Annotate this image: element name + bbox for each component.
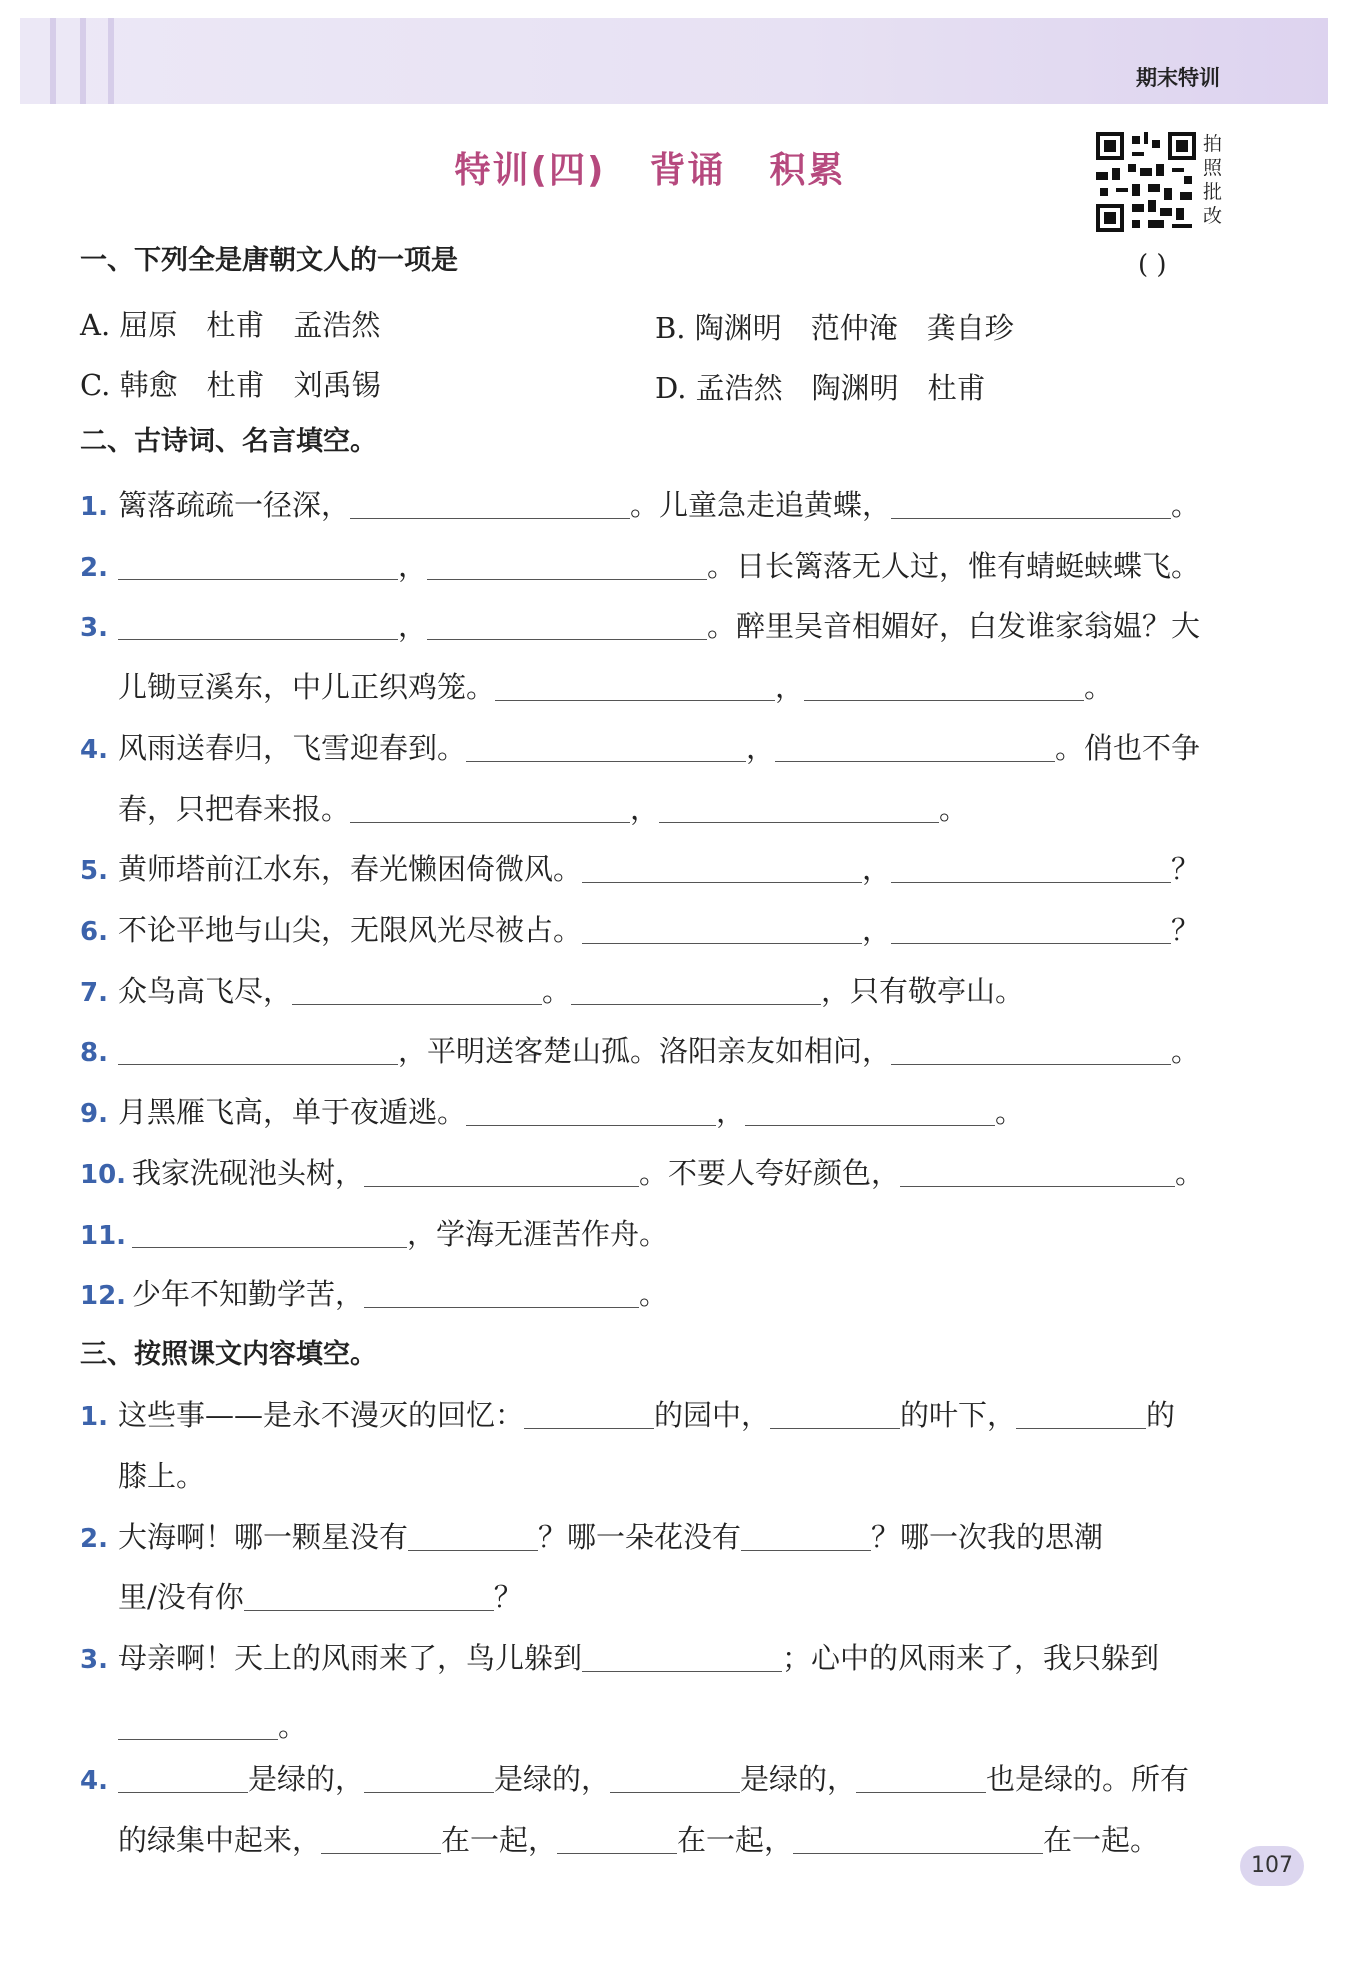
question-line	[80, 1637, 1159, 1679]
question-text: ？	[1171, 913, 1201, 947]
question-line	[80, 1758, 1189, 1800]
answer-blank[interactable]	[582, 852, 862, 883]
question-line	[118, 1576, 523, 1618]
question-text: 。儿童急走追黄蝶，	[630, 488, 892, 522]
question-number: 7.	[80, 978, 108, 1008]
question-text: 这些事——是永不漫灭的回忆：	[118, 1398, 525, 1432]
option-text: 韩愈 杜甫 刘禹锡	[119, 368, 381, 402]
question-text: 少年不知勤学苦，	[132, 1277, 365, 1311]
question-line	[118, 1455, 205, 1497]
question-number: 6.	[80, 917, 108, 947]
answer-blank[interactable]	[891, 913, 1171, 944]
answer-blank[interactable]	[350, 792, 630, 823]
answer-blank[interactable]	[364, 1277, 639, 1308]
option-c[interactable]	[80, 363, 381, 404]
question-text: 。不要人夸好颜色，	[639, 1156, 901, 1190]
question-text: ，	[716, 1095, 746, 1129]
answer-blank[interactable]	[745, 1095, 995, 1126]
answer-blank[interactable]	[244, 1580, 494, 1611]
question-text: 我家洗砚池头树，	[132, 1156, 365, 1190]
question-text: 。	[939, 792, 969, 826]
question-text: 。俏也不争	[1055, 731, 1201, 765]
question-line	[80, 484, 1200, 526]
question-line	[80, 545, 1200, 587]
question-text: 在一起。	[1043, 1823, 1160, 1857]
answer-blank[interactable]	[793, 1823, 1043, 1854]
answer-blank[interactable]	[408, 1520, 538, 1551]
answer-blank[interactable]	[741, 1520, 871, 1551]
question-text: ；心中的风雨来了，我只躲到	[782, 1641, 1160, 1675]
question-text: 儿锄豆溪东，中儿正织鸡笼。	[118, 670, 496, 704]
answer-paren[interactable]: ( )	[1138, 250, 1167, 280]
question-number: 3.	[80, 1645, 108, 1675]
answer-blank[interactable]	[804, 670, 1084, 701]
question-number: 1.	[80, 1402, 108, 1432]
answer-blank[interactable]	[557, 1823, 677, 1854]
question-text: ？	[1171, 852, 1201, 886]
answer-blank[interactable]	[364, 1156, 639, 1187]
option-letter: D.	[655, 371, 687, 405]
answer-blank[interactable]	[610, 1762, 740, 1793]
question-text: 。日长篱落无人过，惟有蜻蜓蛱蝶飞。	[707, 549, 1201, 583]
question-text: 在一起，	[441, 1823, 558, 1857]
title-part2: 背诵	[649, 150, 726, 191]
question-line	[80, 1394, 1175, 1436]
question-number: 5.	[80, 856, 108, 886]
question-text: ，	[862, 852, 892, 886]
question-text: ，平明送客楚山孤。洛阳亲友如相问，	[398, 1034, 892, 1068]
question-text: 膝上。	[118, 1459, 206, 1493]
question-line	[118, 788, 968, 830]
question-line	[80, 1273, 668, 1315]
answer-blank[interactable]	[427, 609, 707, 640]
question-text: 的园中，	[654, 1398, 771, 1432]
question-number: 10.	[80, 1160, 127, 1190]
question-line	[80, 909, 1200, 951]
answer-blank[interactable]	[1016, 1398, 1146, 1429]
answer-blank[interactable]	[118, 1762, 248, 1793]
question-number: 2.	[80, 553, 108, 583]
question-line	[80, 1213, 668, 1255]
question-text: ？	[493, 1580, 523, 1614]
header-band	[20, 18, 1328, 104]
option-text: 陶渊明 范仲淹 龚自珍	[694, 311, 1014, 345]
question-text: ，	[398, 609, 428, 643]
answer-blank[interactable]	[571, 974, 821, 1005]
question-number: 4.	[80, 735, 108, 765]
question-number: 11.	[80, 1221, 127, 1251]
question-text: ，	[775, 670, 805, 704]
question-text: 。	[542, 974, 572, 1008]
question-text: ，	[746, 731, 776, 765]
question-text: 在一起，	[677, 1823, 794, 1857]
header-stripe	[108, 18, 114, 104]
answer-blank[interactable]	[770, 1398, 900, 1429]
question-text: 。	[995, 1095, 1025, 1129]
question-text: 。醉里吴音相媚好，白发谁家翁媪？大	[707, 609, 1201, 643]
question-text: 。	[639, 1277, 669, 1311]
question-line	[118, 1819, 1159, 1861]
question-number: 2.	[80, 1524, 108, 1554]
question-number: 12.	[80, 1281, 127, 1311]
qr-code-icon[interactable]	[1096, 132, 1196, 232]
question-line	[80, 848, 1200, 890]
header-stripe	[50, 18, 56, 104]
question-text: 大海啊！哪一颗星没有	[118, 1520, 409, 1554]
question-text: 的叶下，	[900, 1398, 1017, 1432]
answer-blank[interactable]	[118, 1709, 278, 1740]
question-line	[80, 1152, 1204, 1194]
answer-blank[interactable]	[900, 1156, 1175, 1187]
option-letter: B.	[655, 311, 686, 345]
option-b[interactable]	[655, 306, 1014, 347]
option-a[interactable]	[80, 303, 380, 344]
question-text: 篱落疏疏一径深，	[118, 488, 351, 522]
question-text: 。	[278, 1709, 308, 1743]
answer-blank[interactable]	[775, 731, 1055, 762]
question-text: 。	[1084, 670, 1114, 704]
question-text: 风雨送春归，飞雪迎春到。	[118, 731, 467, 765]
question-line	[80, 727, 1200, 769]
question-text: 。	[1175, 1156, 1205, 1190]
question-text: 也是绿的。所有	[986, 1762, 1190, 1796]
answer-blank[interactable]	[582, 913, 862, 944]
question-text: 黄师塔前江水东，春光懒困倚微风。	[118, 852, 583, 886]
question-text: 。	[1171, 488, 1201, 522]
answer-blank[interactable]	[427, 549, 707, 580]
question-number: 3.	[80, 613, 108, 643]
header-label: 期末特训	[1136, 66, 1220, 90]
question-text: ，	[862, 913, 892, 947]
question-text: 月黑雁飞高，单于夜遁逃。	[118, 1095, 467, 1129]
question-line	[118, 1705, 307, 1747]
question-text: 春，只把春来报。	[118, 792, 351, 826]
answer-blank[interactable]	[118, 1034, 398, 1065]
question-text: 是绿的，	[740, 1762, 857, 1796]
option-text: 孟浩然 陶渊明 杜甫	[695, 371, 986, 405]
answer-blank[interactable]	[132, 1217, 407, 1248]
question-text: ？哪一次我的思潮	[871, 1520, 1104, 1554]
section1-heading: 一、下列全是唐朝文人的一项是	[80, 245, 458, 276]
question-text: 的绿集中起来，	[118, 1823, 322, 1857]
title-part3: 积累	[769, 150, 846, 191]
answer-blank[interactable]	[118, 549, 398, 580]
answer-blank[interactable]	[582, 1641, 782, 1672]
question-line	[80, 1091, 1024, 1133]
question-text: 众鸟高飞尽，	[118, 974, 293, 1008]
question-line	[80, 1030, 1200, 1072]
option-d[interactable]	[655, 366, 986, 407]
question-text: ？哪一朵花没有	[538, 1520, 742, 1554]
question-text: 是绿的，	[248, 1762, 365, 1796]
section3-heading: 三、按照课文内容填空。	[80, 1339, 377, 1370]
question-text: 。	[1171, 1034, 1201, 1068]
answer-blank[interactable]	[466, 1095, 716, 1126]
question-text: 母亲啊！天上的风雨来了，鸟儿躲到	[118, 1641, 583, 1675]
question-text: ，学海无涯苦作舟。	[407, 1217, 669, 1251]
answer-blank[interactable]	[118, 609, 398, 640]
question-text: ，	[630, 792, 660, 826]
question-text: 的	[1146, 1398, 1176, 1432]
question-text: ，	[398, 549, 428, 583]
question-line	[118, 666, 1113, 708]
option-text: 屈原 杜甫 孟浩然	[119, 308, 381, 342]
answer-blank[interactable]	[321, 1823, 441, 1854]
answer-blank[interactable]	[524, 1398, 654, 1429]
question-text: 不论平地与山尖，无限风光尽被占。	[118, 913, 583, 947]
answer-blank[interactable]	[856, 1762, 986, 1793]
question-text: ，只有敬亭山。	[821, 974, 1025, 1008]
question-number: 9.	[80, 1099, 108, 1129]
question-line	[80, 605, 1200, 647]
answer-blank[interactable]	[350, 488, 630, 519]
section2-heading: 二、古诗词、名言填空。	[80, 426, 377, 457]
answer-blank[interactable]	[891, 1034, 1171, 1065]
option-letter: A.	[80, 308, 111, 342]
question-number: 1.	[80, 492, 108, 522]
answer-blank[interactable]	[292, 974, 542, 1005]
title-part1: 特训(四)	[454, 150, 606, 191]
answer-blank[interactable]	[466, 731, 746, 762]
qr-label: 拍照批改	[1203, 133, 1223, 227]
question-text: 是绿的，	[494, 1762, 611, 1796]
question-number: 4.	[80, 1766, 108, 1796]
answer-blank[interactable]	[891, 852, 1171, 883]
answer-blank[interactable]	[891, 488, 1171, 519]
question-text: 里/没有你	[118, 1580, 244, 1614]
answer-blank[interactable]	[364, 1762, 494, 1793]
option-letter: C.	[80, 368, 111, 402]
question-line	[80, 1516, 1103, 1558]
question-line	[80, 970, 1024, 1012]
answer-blank[interactable]	[495, 670, 775, 701]
page-number: 107	[1240, 1846, 1304, 1886]
header-stripe	[80, 18, 86, 104]
question-number: 8.	[80, 1038, 108, 1068]
answer-blank[interactable]	[659, 792, 939, 823]
